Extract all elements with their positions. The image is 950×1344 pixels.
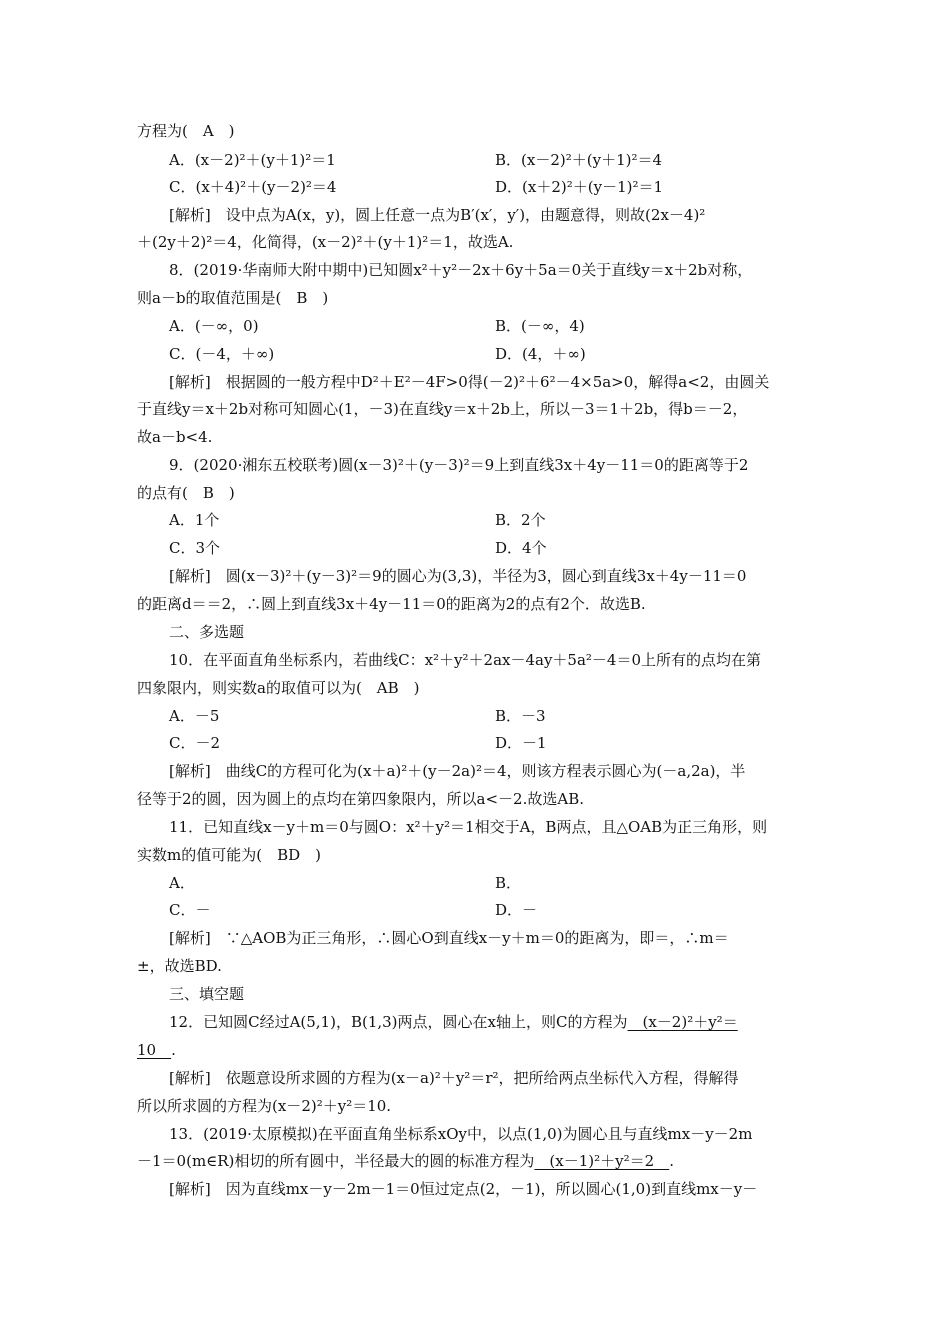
- q8-stem-line: 则a－b的取值范围是( B ): [137, 289, 329, 307]
- q10-analysis-line: [解析] 曲线C的方程可化为(x＋a)²＋(y－2a)²＝4，则该方程表示圆心为(－a,2a)，半: [169, 762, 746, 780]
- q13-answer-blank: (x－1)²＋y²＝2: [534, 1152, 670, 1170]
- q12-stem-text: 12．已知圆C经过A(5,1)，B(1,3)两点，圆心在x轴上，则C的方程为: [169, 1013, 628, 1031]
- q12-analysis-line: [解析] 依题意设所求圆的方程为(x－a)²＋y²＝r²，把所给两点坐标代入方程，得解得: [169, 1069, 739, 1087]
- q11-option-d: D．－: [495, 901, 538, 919]
- section-heading-fill-blank: 三、填空题: [169, 985, 245, 1003]
- q11-analysis-line: [解析] ∵△AOB为正三角形，∴圆心O到直线x－y＋m＝0的距离为，即＝，∴m＝: [169, 929, 729, 947]
- q7-option-b: B．(x－2)²＋(y＋1)²＝4: [495, 151, 663, 169]
- q7-analysis-line: ＋(2y＋2)²＝4，化简得，(x－2)²＋(y＋1)²＝1，故选A.: [137, 233, 514, 251]
- q13-stem-end: .: [669, 1152, 674, 1170]
- q11-stem-line: 11．已知直线x－y＋m＝0与圆O：x²＋y²＝1相交于A，B两点，且△OAB为正三角形，则: [169, 818, 768, 836]
- q12-stem-line: [137, 1040, 176, 1060]
- q9-analysis-line: 的距离d＝＝2，∴圆上到直线3x＋4y－11＝0的距离为2的点有2个．故选B.: [137, 595, 646, 613]
- q12-stem-line: [169, 1012, 738, 1032]
- q10-option-a: A．－5: [169, 707, 220, 725]
- q9-stem-line: 9．(2020·湘东五校联考)圆(x－3)²＋(y－3)²＝9上到直线3x＋4y－11＝0的距离等于2: [169, 456, 749, 474]
- q12-analysis-line: 所以所求圆的方程为(x－2)²＋y²＝10.: [137, 1097, 392, 1115]
- q12-answer-blank: 10: [137, 1041, 172, 1059]
- q11-stem-line: 实数m的值可能为( BD ): [137, 846, 321, 864]
- q8-analysis-line: [解析] 根据圆的一般方程中D²＋E²－4F>0得(－2)²＋6²－4×5a>0，解得a<2，由圆关: [169, 373, 770, 391]
- q13-stem-line: 13．(2019·太原模拟)在平面直角坐标系xOy中，以点(1,0)为圆心且与直线mx－y－2m: [169, 1125, 753, 1143]
- q8-option-d: D．(4，＋∞): [495, 345, 586, 363]
- q9-option-d: D．4个: [495, 539, 547, 557]
- q7-option-c: C．(x＋4)²＋(y－2)²＝4: [169, 178, 337, 196]
- q11-option-c: C．－: [169, 901, 211, 919]
- q9-analysis-line: [解析] 圆(x－3)²＋(y－3)²＝9的圆心为(3,3)，半径为3，圆心到直线3x＋4y－11＝0: [169, 567, 747, 585]
- q10-stem-line: 四象限内，则实数a的取值可以为( AB ): [137, 679, 420, 697]
- q9-option-c: C．3个: [169, 539, 221, 557]
- q10-analysis-line: 径等于2的圆，因为圆上的点均在第四象限内，所以a<－2.故选AB.: [137, 790, 584, 808]
- q9-option-a: A．1个: [169, 511, 220, 529]
- q10-option-d: D．－1: [495, 734, 547, 752]
- q11-analysis-line: ±，故选BD.: [137, 957, 222, 975]
- q8-analysis-line: 于直线y＝x＋2b对称可知圆心(1，－3)在直线y＝x＋2b上，所以－3＝1＋2b，得b＝－2，: [137, 400, 748, 418]
- q7-analysis-line: [解析] 设中点为A(x，y)，圆上任意一点为B′(x′，y′)，由题意得，则故(2x－4)²: [169, 206, 706, 224]
- q11-option-b: B．: [495, 874, 522, 892]
- q7-stem-end: 方程为( A ): [137, 122, 235, 140]
- q7-option-a: A．(x－2)²＋(y＋1)²＝1: [169, 151, 336, 169]
- q9-stem-line: 的点有( B ): [137, 484, 235, 502]
- q7-option-d: D．(x＋2)²＋(y－1)²＝1: [495, 178, 664, 196]
- q8-option-c: C．(－4，＋∞): [169, 345, 275, 363]
- q8-option-a: A．(－∞，0): [169, 317, 259, 335]
- q13-stem-text: －1＝0(m∈R)相切的所有圆中，半径最大的圆的标准方程为: [137, 1152, 535, 1170]
- q12-answer-blank: (x－2)²＋y²＝: [627, 1013, 738, 1031]
- section-heading-multi-choice: 二、多选题: [169, 623, 245, 641]
- q13-analysis-line: [解析] 因为直线mx－y－2m－1＝0恒过定点(2，－1)，所以圆心(1,0)到直线mx－y－: [169, 1180, 758, 1198]
- q10-option-b: B．－3: [495, 707, 546, 725]
- q8-analysis-line: 故a－b<4.: [137, 428, 213, 446]
- q10-option-c: C．－2: [169, 734, 221, 752]
- q13-stem-line: [137, 1151, 674, 1171]
- q8-stem-line: 8．(2019·华南师大附中期中)已知圆x²＋y²－2x＋6y＋5a＝0关于直线y＝x＋2b对称，: [169, 261, 753, 279]
- q12-stem-end: .: [171, 1041, 176, 1059]
- q9-option-b: B．2个: [495, 511, 546, 529]
- q10-stem-line: 10．在平面直角坐标系内，若曲线C：x²＋y²＋2ax－4ay＋5a²－4＝0上所有的点均在第: [169, 651, 762, 669]
- q11-option-a: A．: [169, 874, 195, 892]
- q8-option-b: B．(－∞，4): [495, 317, 585, 335]
